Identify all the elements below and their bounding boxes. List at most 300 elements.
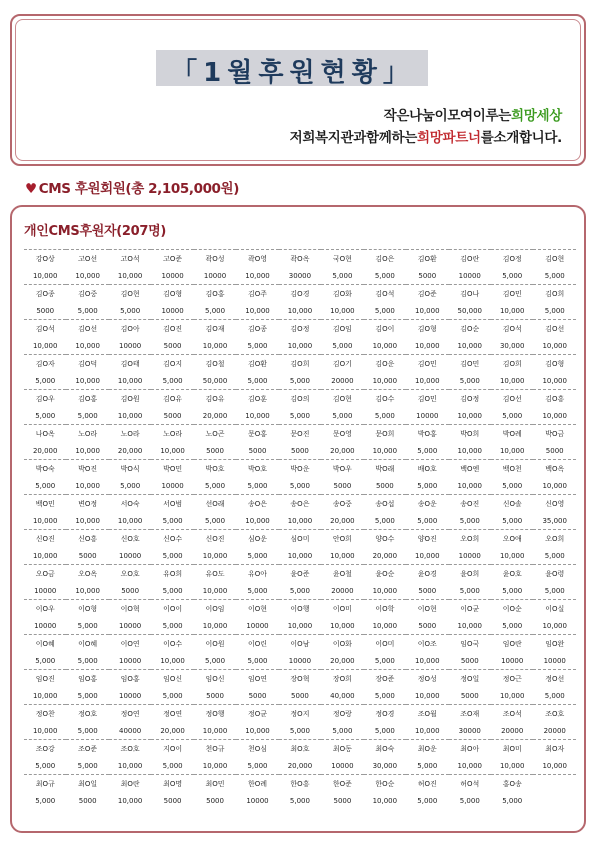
- donor-table-body: [24, 250, 576, 810]
- donor-name: 박O식: [109, 460, 151, 478]
- donor-amount-row: [24, 687, 576, 705]
- donor-name: 정O연: [109, 705, 151, 723]
- donor-name: 송O운: [406, 495, 448, 513]
- donor-amount: 5,000: [247, 761, 268, 770]
- donor-amount: 10000: [246, 796, 269, 805]
- donor-name: 양O수: [364, 530, 406, 548]
- donor-amount: 20000: [543, 726, 566, 735]
- donor-name: 노O라: [151, 425, 193, 443]
- donor-amount: 10,000: [372, 446, 398, 455]
- donor-name: 유O아: [236, 565, 278, 583]
- donor-name: 이O미: [321, 600, 363, 618]
- donor-name: [533, 775, 576, 793]
- donor-amount: 10,000: [542, 411, 567, 420]
- donor-name: 조O석: [491, 705, 533, 723]
- donor-amount: 30,000: [372, 761, 398, 770]
- donor-amount: 10,000: [75, 481, 100, 490]
- donor-name: 윤O철: [321, 565, 363, 583]
- heart-icon: ♥: [25, 181, 37, 197]
- donor-name: 김O중: [66, 285, 108, 303]
- donor-amount: 5,000: [35, 796, 56, 805]
- donor-name: 김O훈: [236, 390, 278, 408]
- donor-name: 최O규: [24, 775, 66, 793]
- donor-name: 김O수: [364, 390, 406, 408]
- header-box: [10, 14, 586, 166]
- donor-name: 송O중: [321, 495, 363, 513]
- donor-name: 김O나: [449, 285, 491, 303]
- donor-amount: 10,000: [542, 341, 567, 350]
- donor-name: 조O월: [406, 705, 448, 723]
- donor-name-row: [24, 390, 576, 408]
- donor-name: 김O우: [24, 390, 66, 408]
- donor-name: 김O철: [194, 355, 236, 373]
- donor-amount: 5,000: [162, 586, 183, 595]
- donor-name: 이O형: [66, 600, 108, 618]
- donor-amount: 10000: [458, 271, 481, 280]
- donor-name: 김O화: [321, 285, 363, 303]
- donor-amount: 5,000: [77, 691, 98, 700]
- donor-amount: 10,000: [32, 341, 58, 350]
- donor-amount: 5,000: [374, 306, 395, 315]
- donor-amount: 10,000: [372, 376, 398, 385]
- donor-amount: 10,000: [372, 341, 398, 350]
- donor-name: 한O준: [321, 775, 363, 793]
- donor-amount: 5,000: [35, 761, 56, 770]
- donor-name: 김O민: [406, 355, 448, 373]
- donor-amount: 5,000: [289, 726, 310, 735]
- donor-name: 이O현: [236, 600, 278, 618]
- donor-amount: 10,000: [415, 341, 440, 350]
- donor-amount: 10,000: [75, 341, 100, 350]
- donor-name: 김O환: [236, 355, 278, 373]
- donor-name: 장O혁: [279, 670, 321, 688]
- donor-name: 이O현: [406, 600, 448, 618]
- donor-amount: 5000: [163, 411, 182, 420]
- donor-name: 신O진: [24, 530, 66, 548]
- donor-name: 김O덕: [66, 355, 108, 373]
- donor-name: 박O숙: [24, 460, 66, 478]
- donor-amount: 10,000: [117, 761, 143, 770]
- donor-name: 박O민: [151, 460, 193, 478]
- donor-amount-row: [24, 477, 576, 495]
- donor-amount: 5000: [418, 621, 437, 630]
- donor-name: 곽O옥: [279, 250, 321, 268]
- donor-name: 김O이: [364, 320, 406, 338]
- donor-amount: 5000: [163, 341, 182, 350]
- donor-name: 김O경: [279, 285, 321, 303]
- donor-amount-row: [24, 442, 576, 460]
- donor-name: 최O숙: [364, 740, 406, 758]
- donor-amount: 20000: [331, 376, 354, 385]
- donor-amount-row: [24, 617, 576, 635]
- donor-amount: 5,000: [459, 586, 480, 595]
- donor-amount: 10,000: [372, 586, 398, 595]
- donor-amount: 10000: [161, 271, 184, 280]
- donor-amount: 5,000: [502, 586, 523, 595]
- donor-amount: 5,000: [120, 481, 141, 490]
- donor-amount: 5,000: [502, 481, 523, 490]
- donor-amount: 20,000: [330, 446, 355, 455]
- donor-name: 선O래: [194, 495, 236, 513]
- donor-amount: 5,000: [502, 411, 523, 420]
- donor-name: 박O진: [66, 460, 108, 478]
- donor-amount: 5,000: [162, 621, 183, 630]
- donor-name: 서O범: [151, 495, 193, 513]
- donor-name: 문O희: [364, 425, 406, 443]
- donor-name-row: [24, 355, 576, 373]
- donor-name: 김O형: [406, 320, 448, 338]
- donor-amount: 10,000: [457, 411, 482, 420]
- donor-name: 이O우: [24, 600, 66, 618]
- donor-name: 최O명: [151, 775, 193, 793]
- donor-name: 김O재: [194, 320, 236, 338]
- donor-amount: 5,000: [162, 761, 183, 770]
- donor-amount: 5,000: [459, 376, 480, 385]
- donor-amount: 5,000: [205, 516, 226, 525]
- donor-name: 곽O성: [194, 250, 236, 268]
- donor-name: 이O화: [321, 635, 363, 653]
- donor-name: 조O호: [109, 740, 151, 758]
- donor-amount: 5,000: [374, 271, 395, 280]
- donor-name: 김O형: [533, 355, 576, 373]
- donor-amount: 10000: [288, 656, 312, 665]
- donor-name: 이O행: [279, 600, 321, 618]
- donor-amount: 10,000: [542, 761, 567, 770]
- donor-name: 신O수: [151, 530, 193, 548]
- donor-name: 한O례: [236, 775, 278, 793]
- donor-amount: 5000: [375, 481, 394, 490]
- donor-name: 조O재: [449, 705, 491, 723]
- donor-amount: 10,000: [117, 376, 143, 385]
- donor-name: 오O호: [109, 565, 151, 583]
- donor-name: 이O학: [364, 600, 406, 618]
- donor-name: 김O란: [449, 250, 491, 268]
- donor-name: 김O선: [491, 390, 533, 408]
- donor-name-row: [24, 600, 576, 618]
- donor-name: 이O린: [236, 635, 278, 653]
- donor-name: 김O유: [151, 390, 193, 408]
- donor-amount: 5,000: [502, 271, 523, 280]
- donor-amount: 5000: [206, 796, 224, 805]
- donor-name: 김O자: [24, 355, 66, 373]
- donor-amount-row: [24, 267, 576, 285]
- donor-name-row: [24, 285, 576, 303]
- donor-name: 문O진: [279, 425, 321, 443]
- donor-amount: 30000: [458, 726, 481, 735]
- donor-amount: 5,000: [502, 621, 523, 630]
- donor-amount: 10,000: [117, 271, 143, 280]
- donor-amount: 5000: [36, 306, 55, 315]
- donor-amount: 10,000: [287, 551, 313, 560]
- donor-name: 이O남: [279, 635, 321, 653]
- donor-name: 임O신: [151, 670, 193, 688]
- donor-name: 이O균: [449, 600, 491, 618]
- donor-amount: 20,000: [160, 726, 185, 735]
- donor-amount: 10,000: [415, 726, 440, 735]
- cms-summary: [25, 177, 239, 197]
- donor-amount: 5,000: [544, 271, 565, 280]
- donor-name-row: [24, 670, 576, 688]
- donor-name: 김O정: [449, 390, 491, 408]
- donor-name: 김O민: [449, 355, 491, 373]
- donor-name: 오O옥: [66, 565, 108, 583]
- donor-name: 김O환: [406, 250, 448, 268]
- donor-name: 정O행: [194, 705, 236, 723]
- slogan-highlight-hope-partner: 희망파트너: [417, 130, 481, 146]
- donor-name: 정O일: [449, 670, 491, 688]
- donor-name: 장O준: [364, 670, 406, 688]
- donor-amount: 5,000: [120, 306, 141, 315]
- donor-amount: 20000: [331, 586, 354, 595]
- donor-name: 홍O송: [491, 775, 533, 793]
- donor-name: 이O실: [533, 600, 576, 618]
- donor-amount: 5,000: [162, 376, 183, 385]
- donor-name: 이O수: [151, 635, 193, 653]
- donor-amount: 20,000: [372, 551, 398, 560]
- donor-name: 천O심: [236, 740, 278, 758]
- donor-name: 신O호: [109, 530, 151, 548]
- donor-name-row: [24, 495, 576, 513]
- donor-amount: 5,000: [502, 516, 523, 525]
- donor-amount: 10000: [416, 411, 439, 420]
- donor-name: 임O연: [236, 670, 278, 688]
- donor-name: 정O지: [279, 705, 321, 723]
- donor-name: 백O천: [491, 460, 533, 478]
- donor-name: 정O호: [66, 705, 108, 723]
- donor-amount: 40000: [118, 726, 142, 735]
- donor-name: 김O의: [279, 390, 321, 408]
- donor-name: 노O라: [109, 425, 151, 443]
- donor-amount: 30000: [288, 271, 312, 280]
- donor-name: 허O진: [406, 775, 448, 793]
- donor-name: 변O정: [66, 495, 108, 513]
- donor-name: 윤O준: [279, 565, 321, 583]
- donor-name: 최O일: [66, 775, 108, 793]
- donor-amount: 5,000: [162, 691, 183, 700]
- donor-amount: 10000: [161, 306, 184, 315]
- donor-amount: 10000: [118, 621, 142, 630]
- donor-amount: 10,000: [457, 621, 482, 630]
- donor-amount: 10,000: [75, 376, 100, 385]
- donor-amount: 5,000: [247, 376, 268, 385]
- donor-amount: 5000: [418, 271, 437, 280]
- donor-name: 조O강: [24, 740, 66, 758]
- donor-name: 김O원: [109, 390, 151, 408]
- donor-name: 박O금: [533, 425, 576, 443]
- donor-name: 오O금: [24, 565, 66, 583]
- donor-amount: 50,000: [457, 306, 482, 315]
- donor-name: 정O균: [236, 705, 278, 723]
- donor-name: 박O호: [236, 460, 278, 478]
- donor-name: 박O호: [194, 460, 236, 478]
- donor-amount: 5,000: [162, 516, 183, 525]
- donor-name-row: [24, 250, 576, 268]
- donor-name: 신O진: [194, 530, 236, 548]
- donor-amount: 10,000: [75, 586, 100, 595]
- donor-amount: 5,000: [332, 411, 353, 420]
- donor-name: 김O석: [24, 320, 66, 338]
- donor-amount: 5,000: [374, 691, 395, 700]
- donor-name: 백O옥: [533, 460, 576, 478]
- donor-list-title: 개인CMS후원자(207명): [24, 224, 167, 239]
- donor-amount: 10,000: [202, 726, 228, 735]
- donor-amount: 35,000: [542, 516, 567, 525]
- donor-name: 임O국: [449, 635, 491, 653]
- donor-name: 오O희: [449, 530, 491, 548]
- donor-name: 정O근: [491, 670, 533, 688]
- donor-amount: 5,000: [35, 376, 56, 385]
- donor-amount: 5,000: [35, 656, 56, 665]
- donor-name: 윤O경: [406, 565, 448, 583]
- donor-amount: 5,000: [247, 481, 268, 490]
- donor-name: 강O상: [24, 250, 66, 268]
- donor-name: 임O란: [491, 635, 533, 653]
- donor-amount: 20,000: [117, 446, 143, 455]
- slogan-line-2-suffix: 를소개합니다.: [480, 130, 562, 146]
- donor-name: 김O지: [151, 355, 193, 373]
- donor-name: 배O호: [406, 460, 448, 478]
- donor-amount: 10,000: [32, 516, 58, 525]
- donor-amount: 5,000: [502, 796, 523, 805]
- donor-name: 정O성: [406, 670, 448, 688]
- donor-name: 김O종: [24, 285, 66, 303]
- donor-name: 박O래: [364, 460, 406, 478]
- donor-name: 윤O령: [533, 565, 576, 583]
- donor-name: 김O홍: [66, 390, 108, 408]
- donor-amount: 10,000: [499, 691, 525, 700]
- donor-name: 김O선: [66, 320, 108, 338]
- donor-amount: 5,000: [77, 411, 98, 420]
- donor-name: 최O미: [491, 740, 533, 758]
- donor-name: 박O희: [449, 425, 491, 443]
- donor-name: 유O희: [151, 565, 193, 583]
- slogan-line-1-text: 작은나눔이모여이루는: [383, 108, 512, 124]
- donor-amount: 5,000: [544, 306, 565, 315]
- donor-name: 윤O호: [491, 565, 533, 583]
- donor-amount: 10000: [34, 586, 57, 595]
- donor-amount: 10,000: [287, 341, 313, 350]
- donor-amount: 5,000: [205, 656, 226, 665]
- slogan-line-1: [384, 104, 562, 124]
- donor-name: 나O옥: [24, 425, 66, 443]
- donor-amount: 5000: [291, 446, 309, 455]
- donor-name: 정O랑: [321, 705, 363, 723]
- donor-name-row: [24, 425, 576, 443]
- donor-name: 김O유: [194, 390, 236, 408]
- donor-amount: 10,000: [457, 341, 482, 350]
- donor-name: 최O자: [533, 740, 576, 758]
- donor-name: 김O민: [406, 390, 448, 408]
- donor-name-row: [24, 635, 576, 653]
- donor-name: 김O희: [533, 285, 576, 303]
- donor-amount-row: [24, 407, 576, 425]
- donor-name: 이O이: [151, 600, 193, 618]
- donor-name: 문O홍: [236, 425, 278, 443]
- donor-name: 김O순: [449, 320, 491, 338]
- donor-amount: 10,000: [415, 551, 440, 560]
- donor-name: 유O도: [194, 565, 236, 583]
- donor-amount: 5,000: [332, 271, 353, 280]
- page-title: 「1월후원현황」: [171, 58, 415, 88]
- donor-amount: 5,000: [247, 586, 268, 595]
- donor-name: 정O연: [151, 705, 193, 723]
- donor-amount: 30,000: [499, 341, 525, 350]
- donor-amount: 10,000: [499, 306, 525, 315]
- donor-table: [24, 249, 576, 809]
- donor-amount: 20,000: [32, 446, 58, 455]
- donor-amount: 10,000: [202, 621, 228, 630]
- donor-name: 김O정: [279, 320, 321, 338]
- donor-name: 백O민: [24, 495, 66, 513]
- donor-name: 천O규: [194, 740, 236, 758]
- donor-amount: 10,000: [499, 376, 525, 385]
- donor-name: 이O혜: [66, 635, 108, 653]
- donor-amount: 50,000: [202, 376, 228, 385]
- donor-name: 이O조: [406, 635, 448, 653]
- slogan-highlight-hope-world: 희망세상: [511, 108, 562, 124]
- donor-amount: 5,000: [332, 726, 353, 735]
- donor-amount: 10,000: [330, 306, 355, 315]
- donor-name: 김O홍: [194, 285, 236, 303]
- donor-amount: 5,000: [417, 446, 438, 455]
- donor-amount: 10,000: [75, 271, 100, 280]
- donor-amount: 10,000: [415, 306, 440, 315]
- donor-amount: 40,000: [330, 691, 355, 700]
- donor-amount: 20,000: [202, 411, 228, 420]
- donor-amount: 5,000: [459, 516, 480, 525]
- donor-amount-row: [24, 722, 576, 740]
- donor-amount: 10000: [331, 761, 354, 770]
- donor-amount: 10,000: [32, 551, 58, 560]
- donor-amount: 5,000: [247, 341, 268, 350]
- donor-amount: 10,000: [32, 691, 58, 700]
- donor-amount: 10,000: [415, 691, 440, 700]
- donor-amount: 5,000: [77, 306, 98, 315]
- donor-amount: 10,000: [499, 446, 525, 455]
- donor-amount: 10000: [246, 621, 269, 630]
- donor-name: 김O희: [491, 355, 533, 373]
- donor-name: 김O민: [491, 285, 533, 303]
- donor-amount: 5,000: [35, 481, 56, 490]
- donor-amount: 10000: [458, 551, 481, 560]
- donor-name: 신O흥: [66, 530, 108, 548]
- donor-name: 안O희: [321, 530, 363, 548]
- donor-name: 김O현: [109, 285, 151, 303]
- donor-name: 김O정: [491, 250, 533, 268]
- donor-amount: 5,000: [459, 796, 480, 805]
- donor-name: 김O아: [109, 320, 151, 338]
- donor-amount: 5,000: [77, 621, 98, 630]
- donor-name: 고O준: [151, 250, 193, 268]
- donor-name: 조O호: [533, 705, 576, 723]
- donor-amount-row: [24, 372, 576, 390]
- donor-amount: 10,000: [202, 341, 228, 350]
- donor-name: 김O흥: [533, 390, 576, 408]
- donor-name: 박O우: [321, 460, 363, 478]
- donor-amount: 5,000: [289, 376, 310, 385]
- donor-name: 윤O희: [449, 565, 491, 583]
- donor-amount: 10000: [501, 656, 524, 665]
- slogan-line-2: [290, 126, 562, 146]
- donor-amount: 10,000: [202, 761, 228, 770]
- donor-name: 이O혜: [24, 635, 66, 653]
- donor-amount: 10,000: [457, 761, 482, 770]
- donor-name: 김O석: [491, 320, 533, 338]
- donor-amount: 10,000: [330, 621, 355, 630]
- donor-amount: 10000: [203, 271, 227, 280]
- donor-amount: 10,000: [499, 551, 525, 560]
- donor-amount: 5000: [291, 691, 309, 700]
